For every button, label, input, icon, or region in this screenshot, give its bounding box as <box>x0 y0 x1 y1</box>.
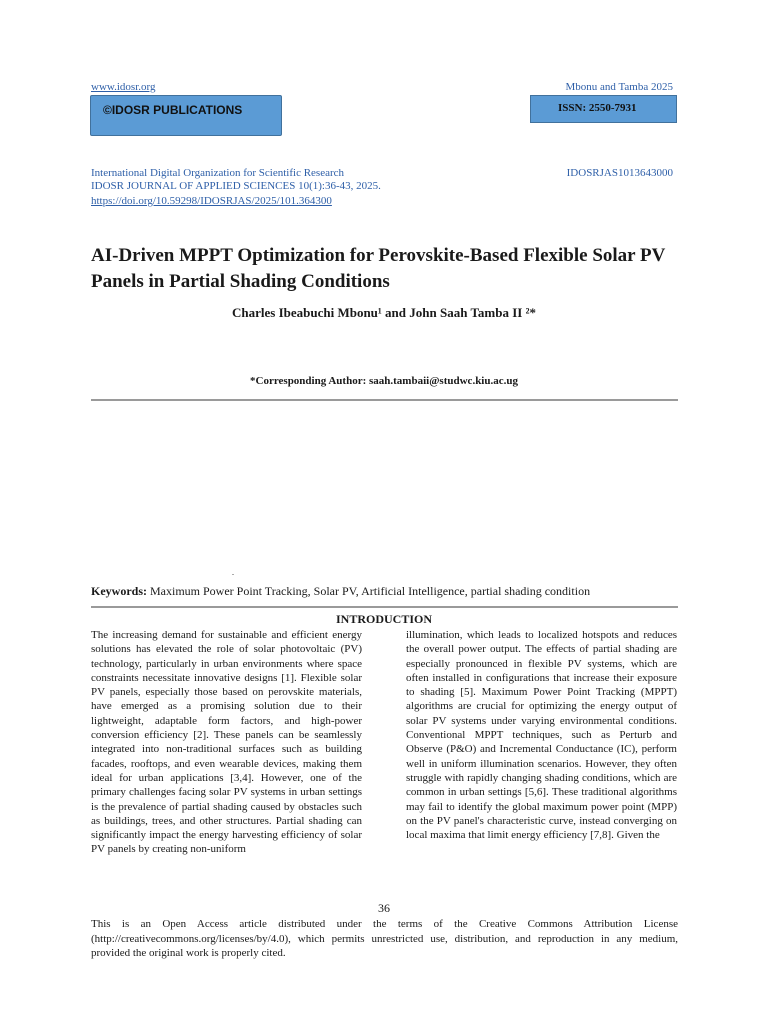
corresponding-author: *Corresponding Author: saah.tambaii@studwc.kiu.ac.ug <box>250 375 518 387</box>
issn-label: ISSN: 2550-7931 <box>558 102 637 114</box>
body-column-right: illumination, which leads to localized hotspots and reduces the overall power output. The effects of partial shading are especially pronounced in flexible PV systems, which are often installed in configurations that increase their exposure to shading [5]. Maximum Power Point Tracking (MPPT) algorithms are crucial for optimizing the energy output of solar PV systems under varying environmental conditions. Conventional MPPT techniques, such as Perturb and Observe (P&O) and Incremental Conductance (IC), perform well in uniform illumination scenarios. However, they often struggle with rapidly changing shading conditions, which are common in urban settings [5,6]. These traditional algorithms may fail to identify the global maximum power point (MPP) on the PV panel's characteristic curve, instead converging on local maxima that limit energy efficiency [7,8]. Given the <box>406 629 677 842</box>
header-divider <box>91 399 678 401</box>
section-heading-introduction: INTRODUCTION <box>335 612 432 626</box>
body-column-left: The increasing demand for sustainable and efficient energy solutions has elevated the role of solar photovoltaic (PV) technology, particularly in urban environments where space constraints necessitate innovative designs [1]. Flexible solar PV panels, especially those based on perovskite materials, have emerged as a promising solution due to their lightweight, adaptable form factors, and high-power conversion efficiency [2]. These panels can be seamlessly integrated into non-traditional surfaces such as building facades, rooftops, and even wearable devices, making them ideal for urban applications [3,4]. However, one of the primary challenges facing solar PV systems in urban settings is the prevalence of partial shading caused by obstacles such as buildings, trees, and other structures. Partial shading can significantly impact the energy harvesting efficiency of solar PV panels by creating non-uniform <box>91 629 362 856</box>
organization-name: International Digital Organization for Scientific Research <box>91 167 345 179</box>
keywords-divider <box>91 606 678 608</box>
article-title: AI-Driven MPPT Optimization for Perovskite-Based Flexible Solar PV Panels in Partial Shading Conditions <box>91 245 665 292</box>
site-url-link[interactable]: www.idosr.org <box>91 81 156 93</box>
keywords-line <box>91 584 590 599</box>
doi-link[interactable]: https://doi.org/10.59298/IDOSRJAS/2025/101.364300 <box>91 195 332 207</box>
publisher-badge-label: ©IDOSR PUBLICATIONS <box>103 103 243 117</box>
issn-badge <box>530 95 677 123</box>
keywords-text: Maximum Power Point Tracking, Solar PV, Artificial Intelligence, partial shading condition <box>147 584 591 598</box>
page-number: 36 <box>378 901 390 915</box>
running-header-authors: Mbonu and Tamba 2025 <box>565 81 673 93</box>
paper-code: IDOSRJAS1013643000 <box>566 167 673 179</box>
author-list: Charles Ibeabuchi Mbonu¹ and John Saah Tamba II ²* <box>231 305 536 320</box>
stray-mark: . <box>232 568 234 577</box>
keywords-label: Keywords: <box>91 584 147 598</box>
license-notice: This is an Open Access article distributed under the terms of the Creative Commons Attribution License (http://creativecommons.org/licenses/by/4.0), which permits unrestricted use, distribution, and reproduction in any medium, provided the original work is properly cited. <box>91 918 678 959</box>
journal-citation: IDOSR JOURNAL OF APPLIED SCIENCES 10(1):36-43, 2025. <box>91 180 381 192</box>
publisher-badge <box>90 95 282 136</box>
